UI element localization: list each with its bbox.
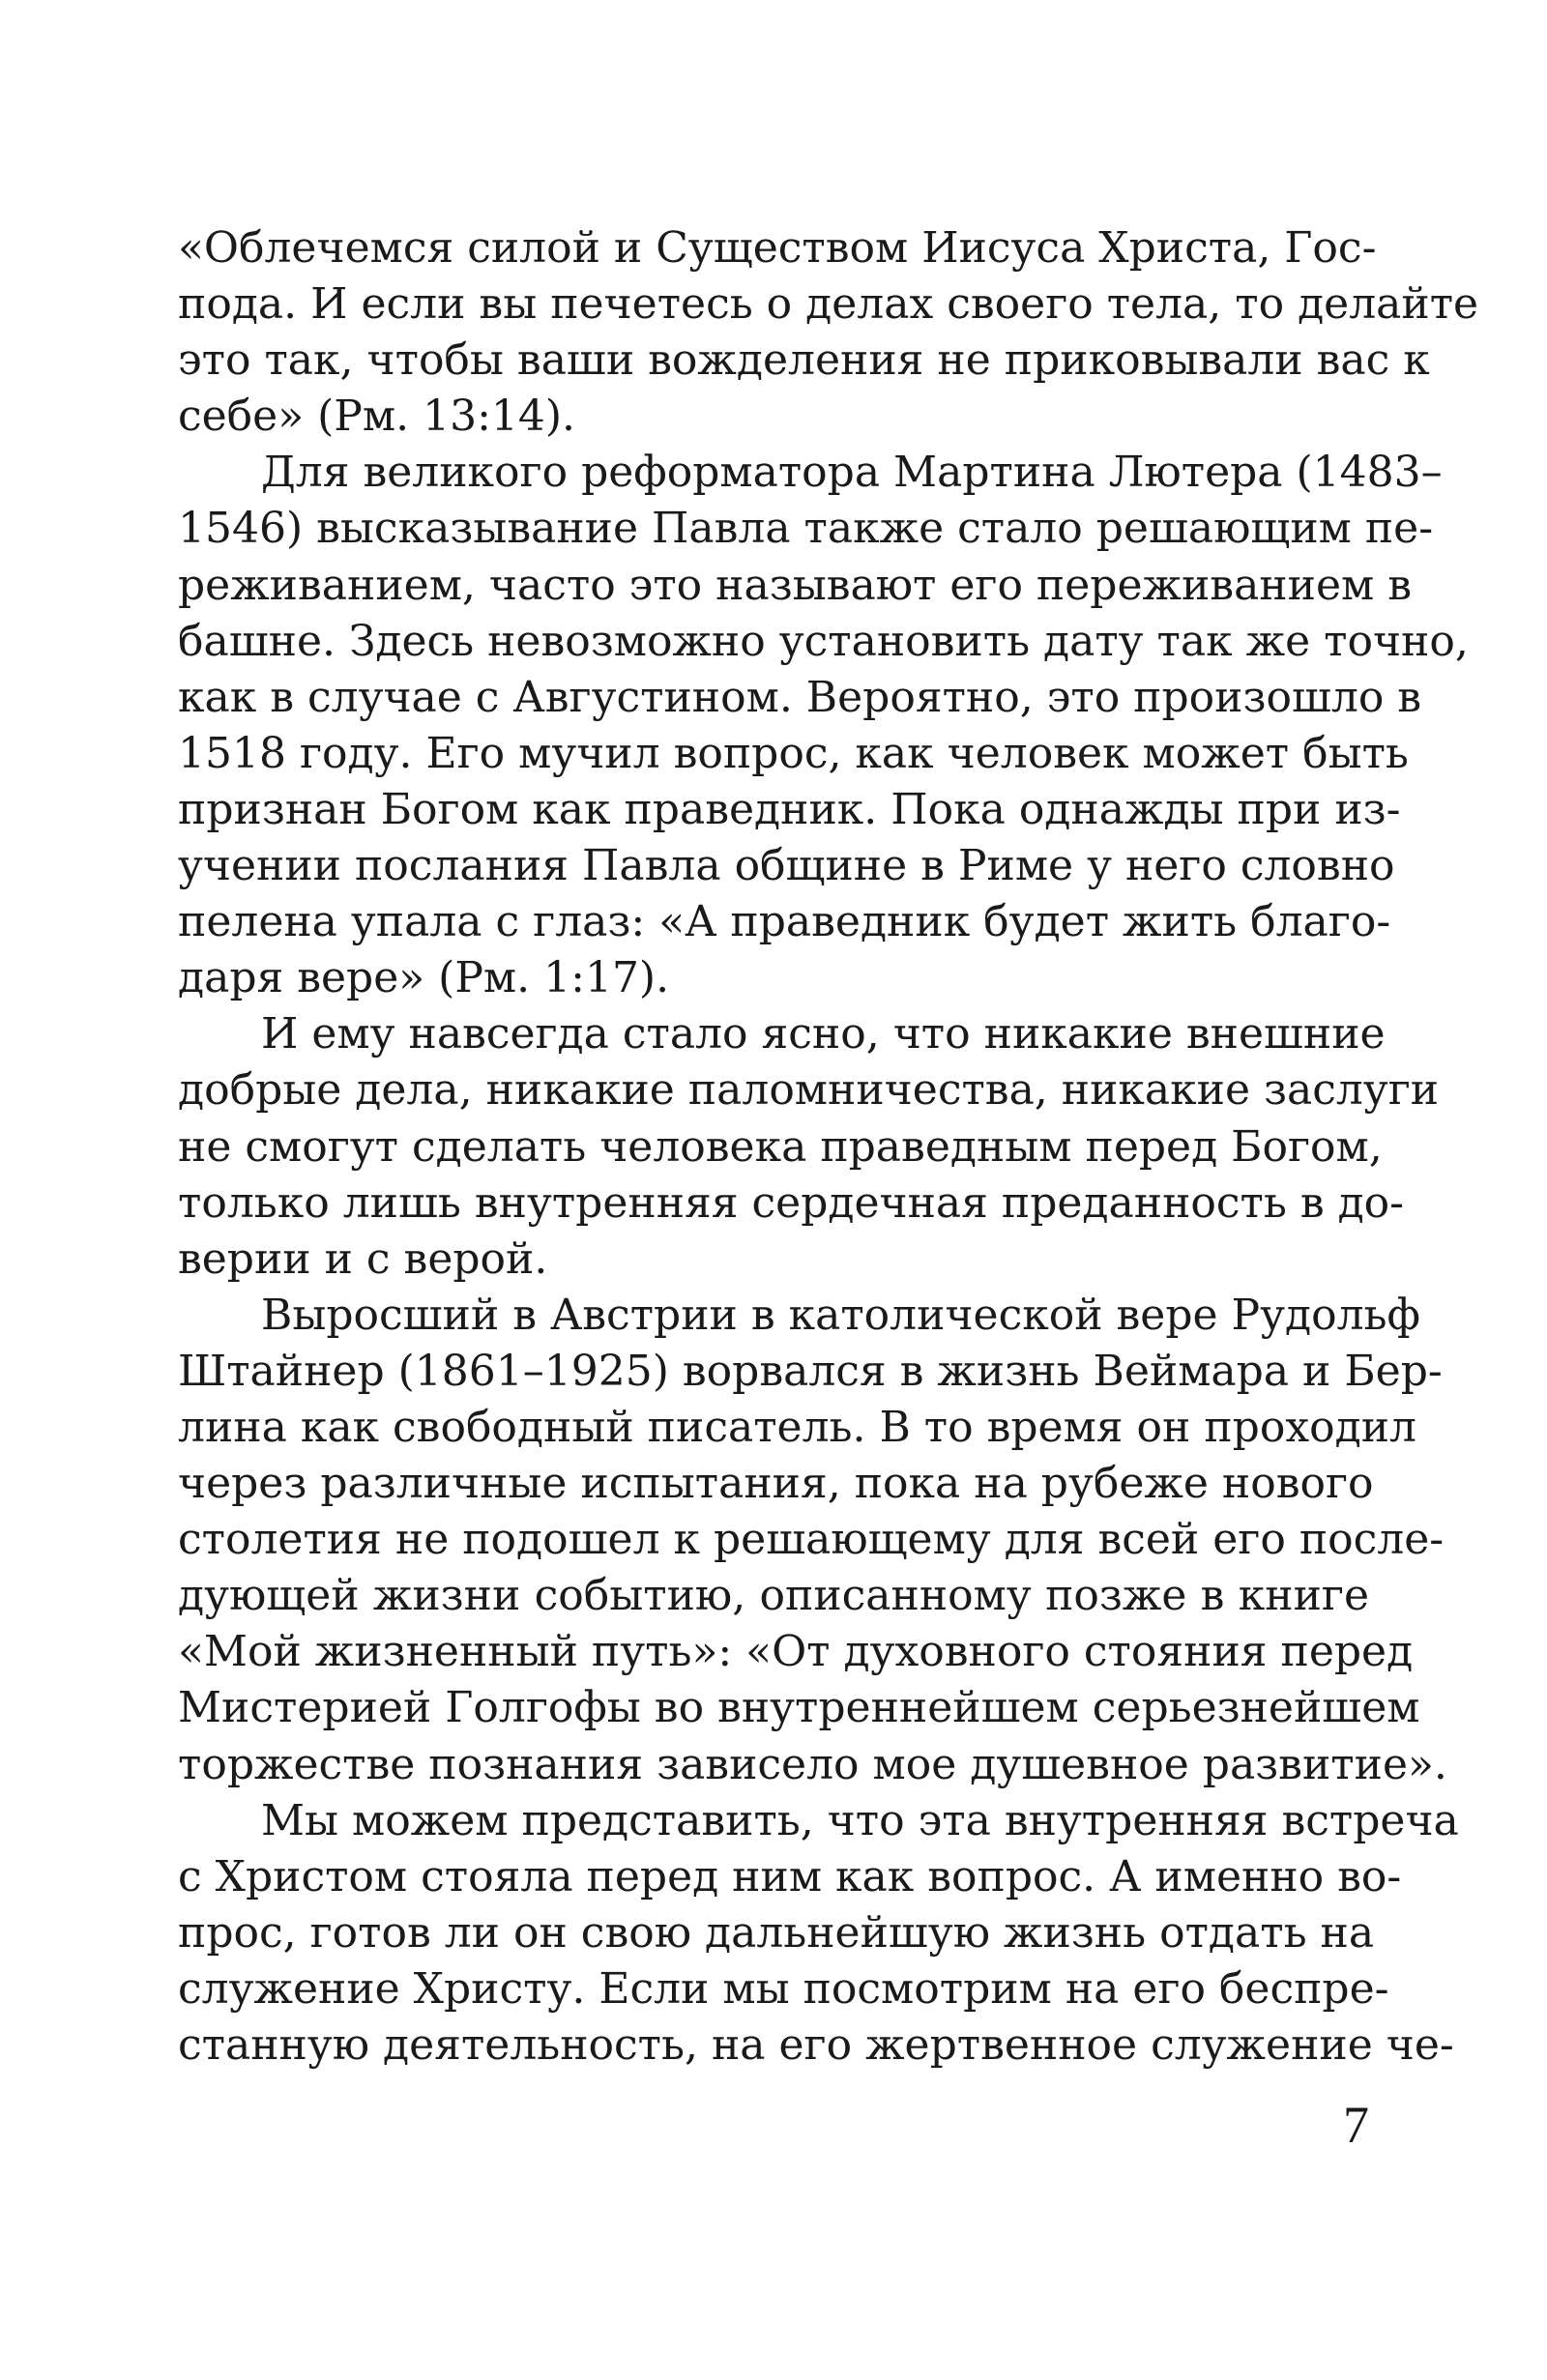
text-line: не смогут сделать человека праведным перед Богом, (178, 1121, 1383, 1172)
text-line: Штайнер (1861–1925) ворвался в жизнь Веймара и Бер- (178, 1346, 1443, 1396)
text-line: станную деятельность, на его жертвенное служение че- (178, 2020, 1454, 2070)
text-line: учении послания Павла общине в Риме у него словно (178, 841, 1395, 891)
text-line: прос, готов ли он свою дальнейшую жизнь отдать на (178, 1907, 1375, 1958)
text-line: «Мой жизненный путь»: «От духовного стояния перед (178, 1627, 1414, 1677)
paragraph (178, 1288, 1447, 1793)
page-body (178, 220, 1479, 2074)
text-line: столетия не подошел к решающему для всей его после- (178, 1515, 1445, 1565)
text-line: Для великого реформатора Мартина Лютера (1483– (261, 448, 1443, 498)
paragraph (178, 220, 1479, 445)
text-line: даря вере» (Рм. 1:17). (178, 953, 670, 1003)
text-line: с Христом стояла перед ним как вопрос. А именно во- (178, 1851, 1402, 1901)
text-line: башне. Здесь невозможно установить дату так же точно, (178, 616, 1469, 666)
text-line: лина как свободный писатель. В то время он проходил (178, 1402, 1417, 1452)
text-line: признан Богом как праведник. Пока однажды при из- (178, 784, 1401, 834)
text-line: добрые дела, никакие паломничества, никакие заслуги (178, 1065, 1440, 1116)
text-line: Мистерией Голгофы во внутреннейшем серьезнейшем (178, 1683, 1420, 1733)
text-line: Выросший в Австрии в католической вере Рудольф (261, 1290, 1420, 1340)
paragraph (178, 445, 1469, 1006)
text-line: через различные испытания, пока на рубеже нового (178, 1459, 1374, 1509)
text-line: пода. И если вы печетесь о делах своего тела, то делайте (178, 279, 1479, 330)
text-line: реживанием, часто это называют его переживанием в (178, 560, 1412, 610)
text-line: пелена упала с глаз: «А праведник будет жить благо- (178, 897, 1391, 947)
text-line: верии и с верой. (178, 1234, 548, 1284)
paragraph (178, 1006, 1440, 1287)
paragraph (178, 1793, 1459, 2074)
text-line: 1518 году. Его мучил вопрос, как человек может быть (178, 728, 1409, 778)
text-line: это так, чтобы ваши вожделения не приковывали вас к (178, 335, 1430, 386)
text-line: торжестве познания зависело мое душевное развитие». (178, 1739, 1447, 1789)
text-line: только лишь внутренняя сердечная преданность в до- (178, 1177, 1405, 1228)
text-line: «Облечемся силой и Существом Иисуса Христа, Гос- (178, 223, 1377, 273)
text-line: 1546) высказывание Павла также стало решающим пе- (178, 504, 1434, 554)
page-number: 7 (1343, 2096, 1369, 2154)
text-line: служение Христу. Если мы посмотрим на его беспре- (178, 1963, 1389, 2014)
text-line: как в случае с Августином. Вероятно, это произошло в (178, 672, 1422, 722)
text-line: дующей жизни событию, описанному позже в книге (178, 1571, 1369, 1621)
text-line: Мы можем представить, что эта внутренняя встреча (261, 1795, 1459, 1845)
text-line: себе» (Рм. 13:14). (178, 392, 576, 442)
text-line: И ему навсегда стало ясно, что никакие внешние (261, 1009, 1386, 1059)
